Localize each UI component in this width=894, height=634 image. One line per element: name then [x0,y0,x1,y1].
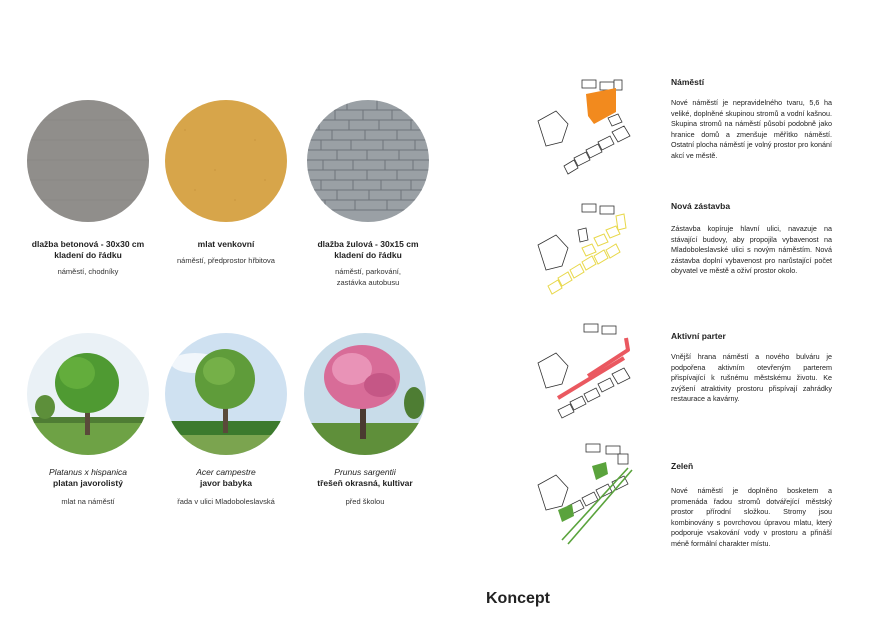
diagram-aktivni-parter [528,318,640,428]
material-swatch-granite [307,100,429,222]
diagram-namesti [528,76,640,186]
section-text-nova-zastavba: Zástavba kopíruje hlavní ulici, navazuje na stávající budovy, aby propojila vybavenost na Mladoboleslavské ulici s novým náměstím. Nová zástavba doplní vybavenost pro narůstající počet obyvatel ve městě a oživí prostor okolo. [671,224,832,275]
section-text-namesti: Nové náměstí je nepravidelného tvaru, 5,6 ha veliké, doplněné skupinou stromů a vodní kašnou. Skupina stromů na náměstí působí podobně jako hranice domů a zmenšuje měřítko náměstí. Ostatní plocha náměstí je volný prostor pro konání akcí ve městě. [671,98,832,160]
tree-photo-prunus [304,333,426,455]
material-use-gravel: náměstí, předprostor hřbitova [177,256,275,265]
section-title-namesti: Náměstí [671,77,705,87]
material-use-concrete: náměstí, chodníky [57,267,119,276]
tree-photo-platanus [27,333,149,455]
tree-use-acer: řada v ulici Mladoboleslavská [177,497,275,506]
material-swatch-gravel [165,100,287,222]
tree-use-platanus: mlat na náměstí [61,497,115,506]
section-text-zelen: Nové náměstí je doplněno bosketem a promenáda řadou stromů dotvářející městský prostor přírodní složkou. Stromy jsou kombinovány s povrchovou úpravou mlatu, který podporuje vsakování vody v prostoru a přináší méně formální charakter místu. [671,486,832,548]
zelen-bosket [592,462,608,480]
tree-use-prunus: před školou [345,497,385,506]
tree-latin-platanus: Platanus x hispanica [49,467,127,477]
material-title-concrete: dlažba betonová - 30x30 cm kladení do řádku [31,239,145,260]
tree-latin-prunus: Prunus sargentii [334,467,396,477]
section-title-nova-zastavba: Nová zástavba [671,201,731,211]
section-text-aktivni-parter: Vnější hrana náměstí a nového bulváru je podpořena aktivním otevřeným parterem přispívající k rušnému městskému životu. Ke zvýšení atraktivity prostoru přispívají zahrádky restaurace a kavárny. [671,352,832,403]
material-use-granite: náměstí, parkování, zastávka autobusu [335,267,401,287]
tree-latin-acer: Acer campestre [196,467,256,477]
section-title-zelen: Zeleň [671,461,694,471]
diagram-nova-zastavba [528,200,640,310]
page-title: Koncept [486,590,550,607]
material-title-gravel: mlat venkovní [197,239,255,249]
material-swatch-concrete [27,100,149,222]
material-title-granite: dlažba žulová - 30x15 cm kladení do řádku [317,239,419,260]
tree-name-platanus: platan javorolistý [53,478,123,488]
tree-name-acer: javor babyka [200,478,252,488]
diagram-zelen [528,440,640,550]
section-title-aktivni-parter: Aktivní parter [671,331,726,341]
tree-name-prunus: třešeň okrasná, kultivar [317,478,413,488]
tree-photo-acer [165,333,287,455]
